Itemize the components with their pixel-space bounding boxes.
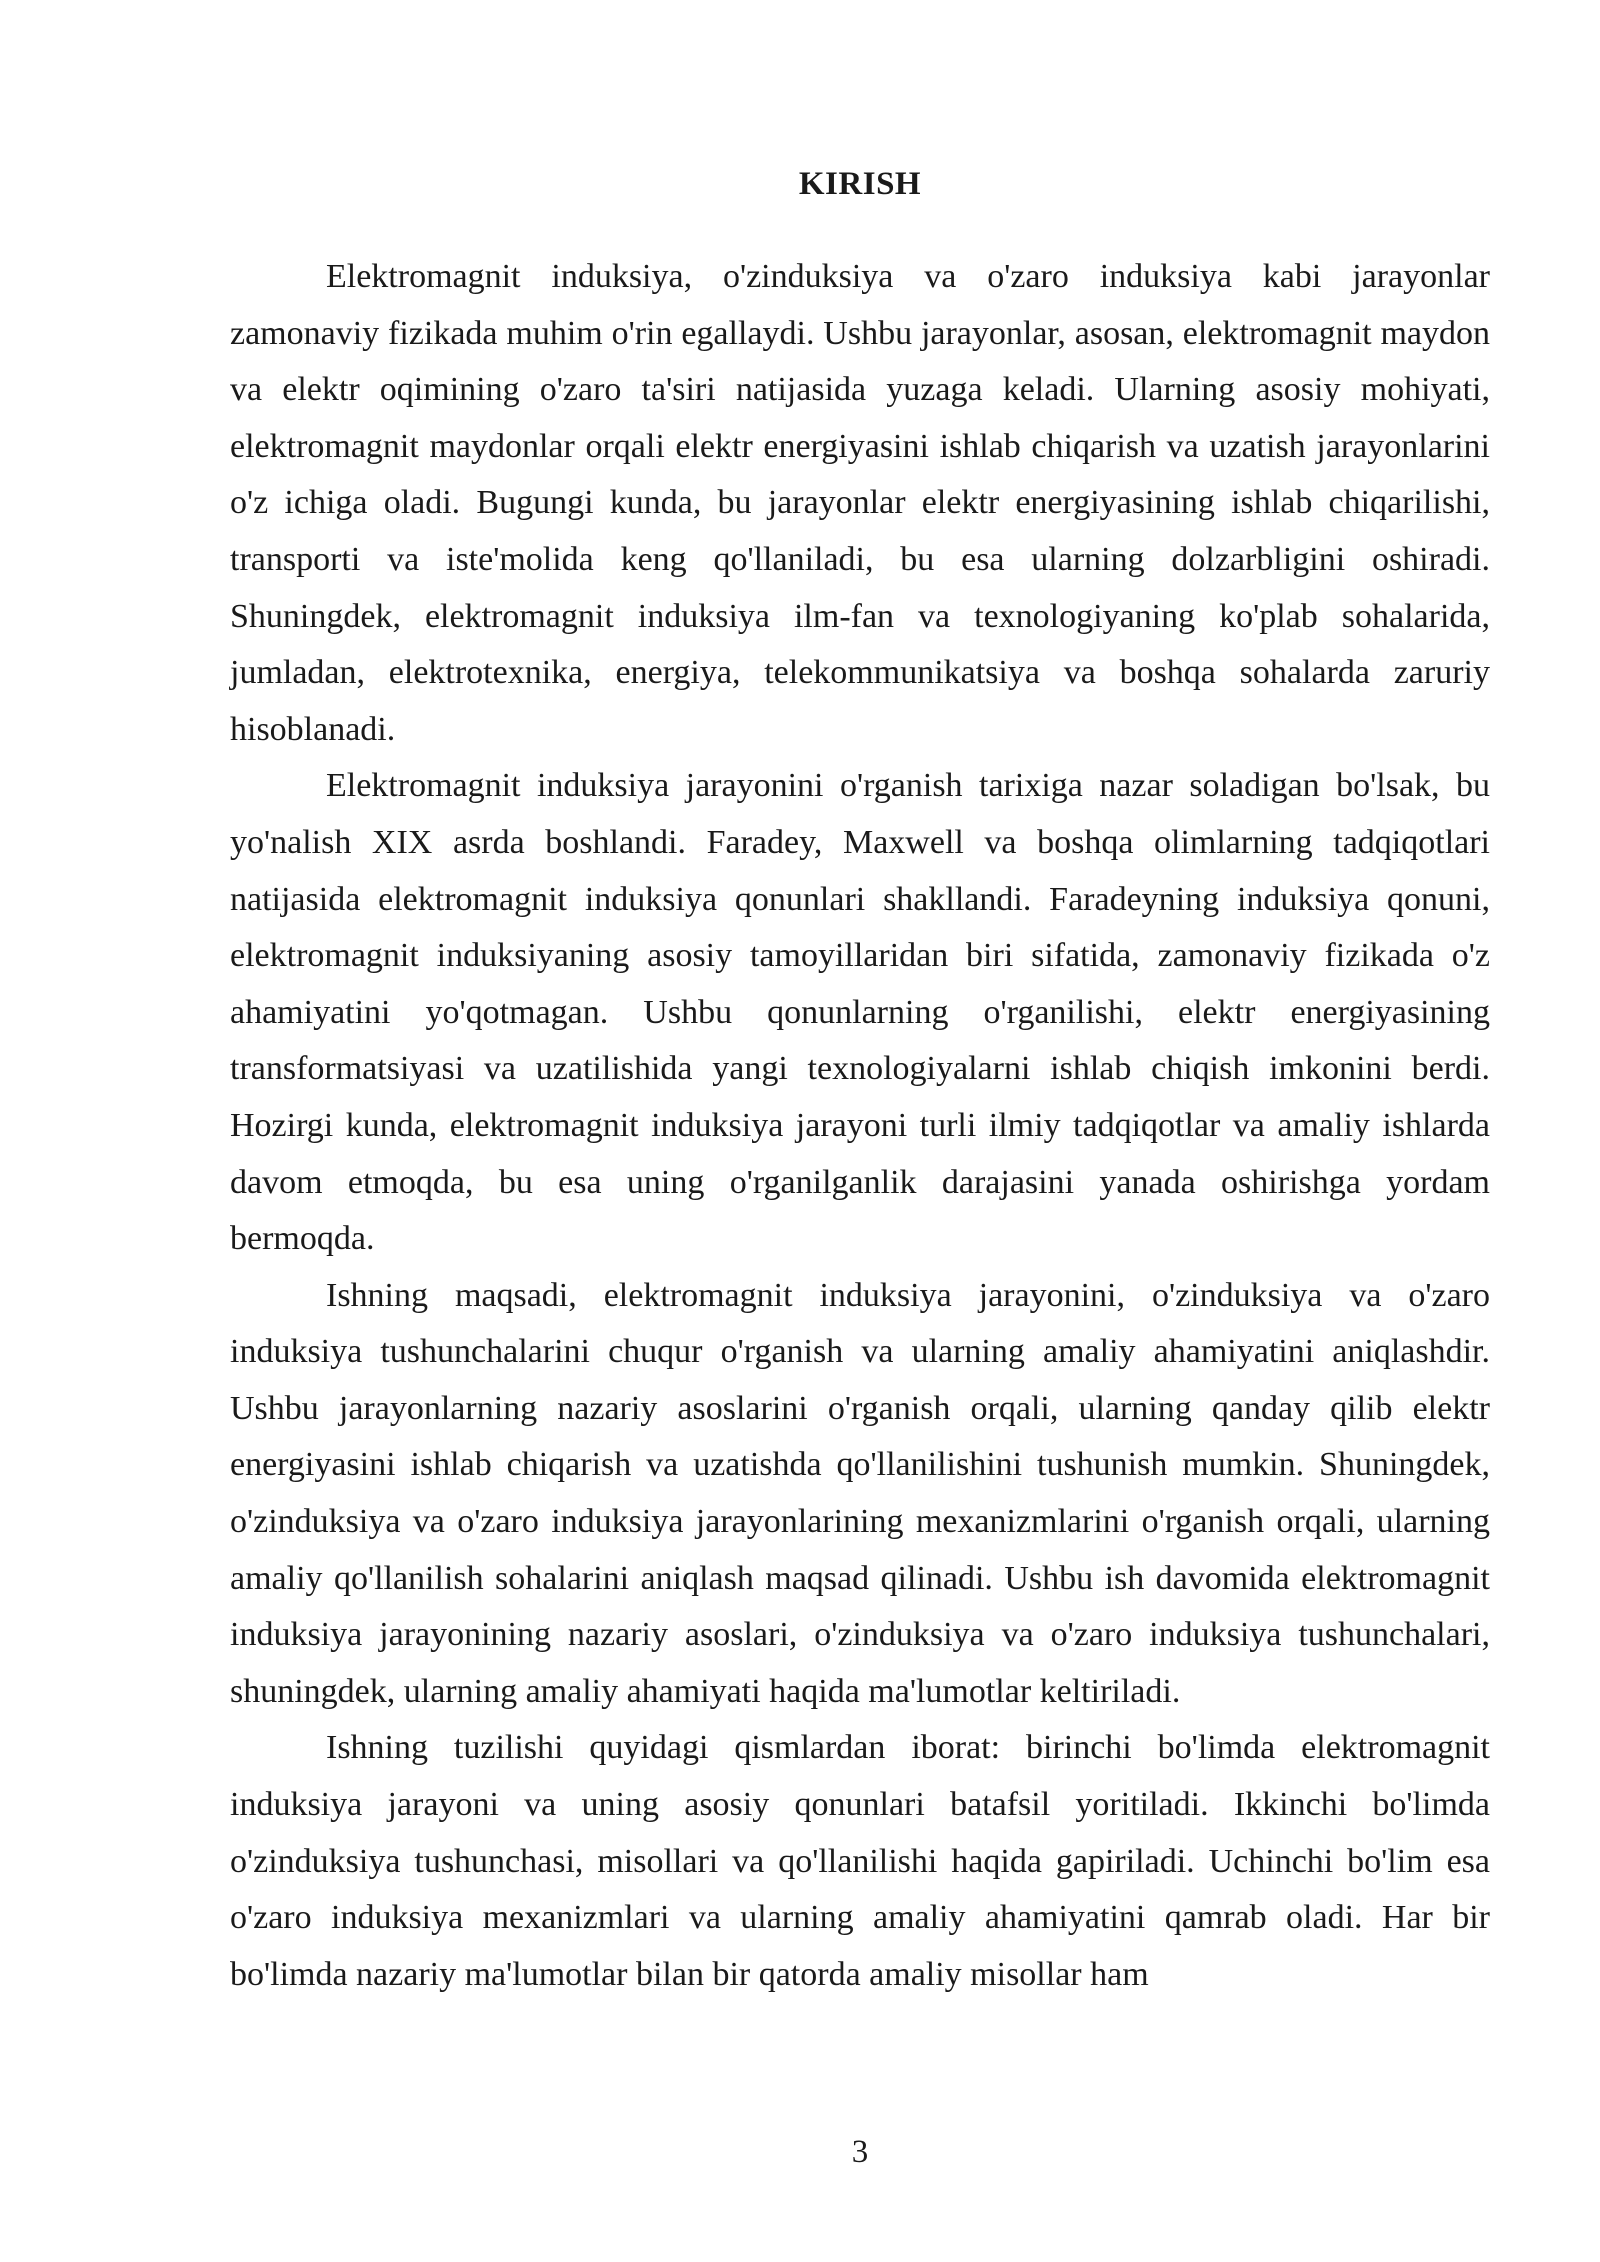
paragraph-4: Ishning tuzilishi quyidagi qismlardan iborat: birinchi bo'limda elektromagnit induksiya jarayoni va uning asosiy qonunlari batafsil yoritiladi. Ikkinchi bo'limda o'zinduksiya tushunchasi, misollari va qo'llanilishi haqida gapiriladi. Uchinchi bo'lim esa o'zaro induksiya mexanizmlari va ularning amaliy ahamiyatini qamrab oladi. Har bir bo'limda nazariy ma'lumotlar bilan bir qatorda amaliy misollar ham [230,1729,1490,1993]
body-text [230,249,1490,2003]
paragraph-1: Elektromagnit induksiya, o'zinduksiya va o'zaro induksiya kabi jarayonlar zamonaviy fizikada muhim o'rin egallaydi. Ushbu jarayonlar, asosan, elektromagnit maydon va elektr oqimining o'zaro ta'siri natijasida yuzaga keladi. Ularning asosiy mohiyati, elektromagnit maydonlar orqali elektr energiyasini ishlab chiqarish va uzatish jarayonlarini o'z ichiga oladi. Bugungi kunda, bu jarayonlar elektr energiyasining ishlab chiqarilishi, transporti va iste'molida keng qo'llaniladi, bu esa ularning dolzarbligini oshiradi. Shuningdek, elektromagnit induksiya ilm-fan va texnologiyaning ko'plab sohalarida, jumladan, elektrotexnika, energiya, telekommunikatsiya va boshqa sohalarda zaruriy hisoblanadi. [230,258,1490,748]
section-title: KIRISH [798,166,922,202]
paragraph-3: Ishning maqsadi, elektromagnit induksiya jarayonini, o'zinduksiya va o'zaro induksiya tushunchalarini chuqur o'rganish va ularning amaliy ahamiyatini aniqlashdir. Ushbu jarayonlarning nazariy asoslarini o'rganish orqali, ularning qanday qilib elektr energiyasini ishlab chiqarish va uzatishda qo'llanilishini tushunish mumkin. Shuningdek, o'zinduksiya va o'zaro induksiya jarayonlarining mexanizmlarini o'rganish orqali, ularning amaliy qo'llanilish sohalarini aniqlash maqsad qilinadi. Ushbu ish davomida elektromagnit induksiya jarayonining nazariy asoslari, o'zinduksiya va o'zaro induksiya tushunchalari, shuningdek, ularning amaliy ahamiyati haqida ma'lumotlar keltiriladi. [230,1276,1490,1710]
paragraph-2: Elektromagnit induksiya jarayonini o'rganish tarixiga nazar soladigan bo'lsak, bu yo'nalish XIX asrda boshlandi. Faradey, Maxwell va boshqa olimlarning tadqiqotlari natijasida elektromagnit induksiya qonunlari shakllandi. Faradeyning induksiya qonuni, elektromagnit induksiyaning asosiy tamoyillaridan biri sifatida, zamonaviy fizikada o'z ahamiyatini yo'qotmagan. Ushbu qonunlarning o'rganilishi, elektr energiyasining transformatsiyasi va uzatilishida yangi texnologiyalarni ishlab chiqish imkonini berdi. Hozirgi kunda, elektromagnit induksiya jarayoni turli ilmiy tadqiqotlar va amaliy ishlarda davom etmoqda, bu esa uning o'rganilganlik darajasini yanada oshirishga yordam bermoqda. [230,767,1490,1258]
page-number: 3 [851,2134,869,2170]
